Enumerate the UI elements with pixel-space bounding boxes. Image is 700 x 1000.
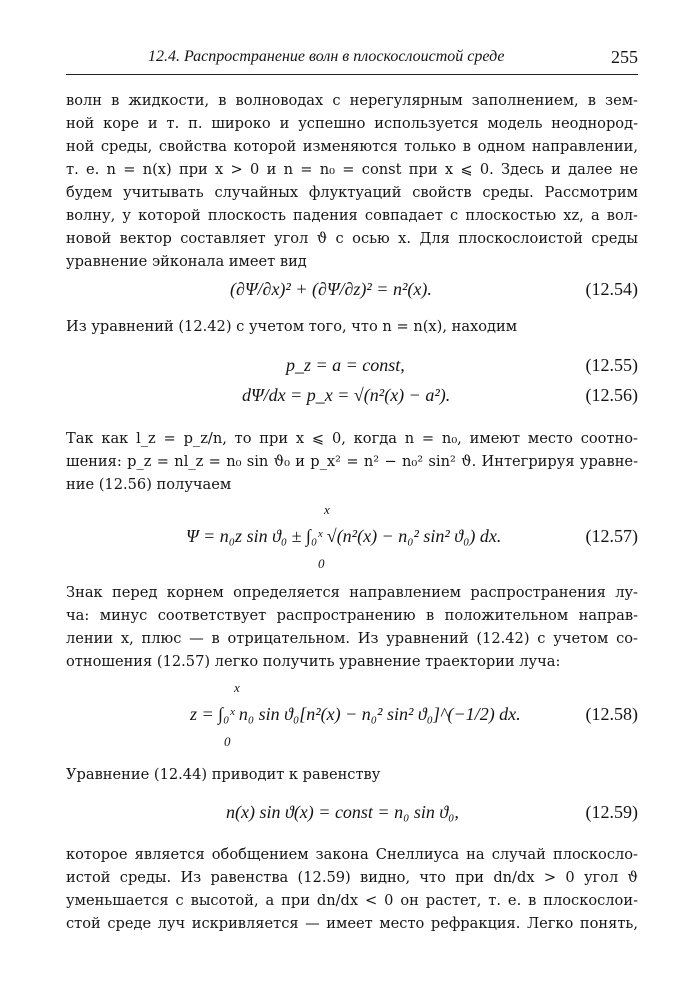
equation-12-55 (0, 355, 700, 385)
p3-line-3: ние (12.56) получаем (66, 476, 232, 493)
p1-line-7: новой вектор составляет угол ϑ с осью x. Для плоскослоистой среды (66, 230, 638, 247)
equation-body: (∂Ψ/∂x)² + (∂Ψ/∂z)² = n²(x). (230, 279, 432, 299)
lower-limit: 0 (224, 734, 231, 749)
equation-number: (12.54) (585, 279, 638, 299)
equation-body: n(x) sin ϑ(x) = const = n₀ sin ϑ₀, (226, 802, 459, 822)
lower-limit: 0 (318, 556, 325, 571)
p4-line-3: лении x, плюс — в отрицательном. Из уравнений (12.42) с учетом со- (66, 630, 638, 647)
equation-body: Ψ = n₀z sin ϑ₀ ± ∫₀ˣ √(n²(x) − n₀² sin² ϑ₀) dx. (186, 526, 502, 546)
p1-line-4: т. е. n = n(x) при x > 0 и n = n₀ = const при x ⩽ 0. Здесь и далее не (66, 161, 638, 178)
equation-number: (12.57) (585, 526, 638, 546)
equation-number: (12.59) (585, 802, 638, 822)
p1-line-6: волну, у которой плоскость падения совпадает с плоскостью xz, а вол- (66, 207, 638, 224)
equation-12-56 (0, 385, 700, 415)
p1-line-2: ной коре и т. п. широко и успешно используется модель неоднород- (66, 115, 638, 132)
equation-12-59 (0, 802, 700, 832)
equation-body: z = ∫₀ˣ n₀ sin ϑ₀[n²(x) − n₀² sin² ϑ₀]^(−1/2) dx. (190, 704, 521, 724)
page-number: 255 (611, 47, 638, 67)
p1-line-3: ной среды, свойства которой изменяются только в одном направлении, (66, 138, 638, 155)
equation-12-58 (0, 680, 700, 750)
equation-number: (12.58) (585, 704, 638, 724)
upper-limit: x (234, 680, 240, 695)
equation-12-57 (0, 502, 700, 572)
equation-12-54 (0, 279, 700, 309)
p5: Уравнение (12.44) приводит к равенству (66, 766, 381, 783)
p6-line-3: уменьшается с высотой, а при dn/dx < 0 он растет, т. е. в плоскослои- (66, 892, 638, 909)
equation-body: p_z = a = const, (286, 355, 405, 375)
p1-line-5: будем учитывать случайных флуктуаций свойств среды. Рассмотрим (66, 184, 638, 201)
p1-line-1: волн в жидкости, в волноводах с нерегулярным заполнением, в зем- (66, 92, 638, 109)
upper-limit: x (324, 502, 330, 517)
p4-line-2: ча: минус соответствует распространению в положительном направ- (66, 607, 638, 624)
p3-line-2: шения: p_z = nl_z = n₀ sin ϑ₀ и p_x² = n² − n₀² sin² ϑ. Интегрируя уравне- (66, 453, 638, 470)
p3-line-1: Так как l_z = p_z/n, то при x ⩽ 0, когда n = n₀, имеют место соотно- (66, 430, 638, 447)
section-title: 12.4. Распространение волн в плоскослоистой среде (148, 48, 505, 65)
equation-number: (12.56) (585, 385, 638, 405)
p4-line-4: отношения (12.57) легко получить уравнение траектории луча: (66, 653, 561, 670)
equation-number: (12.55) (585, 355, 638, 375)
running-header (66, 44, 638, 75)
p4-line-1: Знак перед корнем определяется направлением распространения лу- (66, 584, 638, 601)
p6-line-1: которое является обобщением закона Снеллиуса на случай плоскосло- (66, 846, 638, 863)
p6-line-4: стой среде луч искривляется — имеет место рефракция. Легко понять, (66, 915, 638, 932)
equation-body: dΨ/dx = p_x = √(n²(x) − a²). (242, 385, 451, 405)
p1-line-8: уравнение эйконала имеет вид (66, 253, 307, 270)
p6-line-2: истой среды. Из равенства (12.59) видно, что при dn/dx > 0 угол ϑ (66, 869, 638, 886)
p2: Из уравнений (12.42) с учетом того, что n = n(x), находим (66, 318, 518, 335)
